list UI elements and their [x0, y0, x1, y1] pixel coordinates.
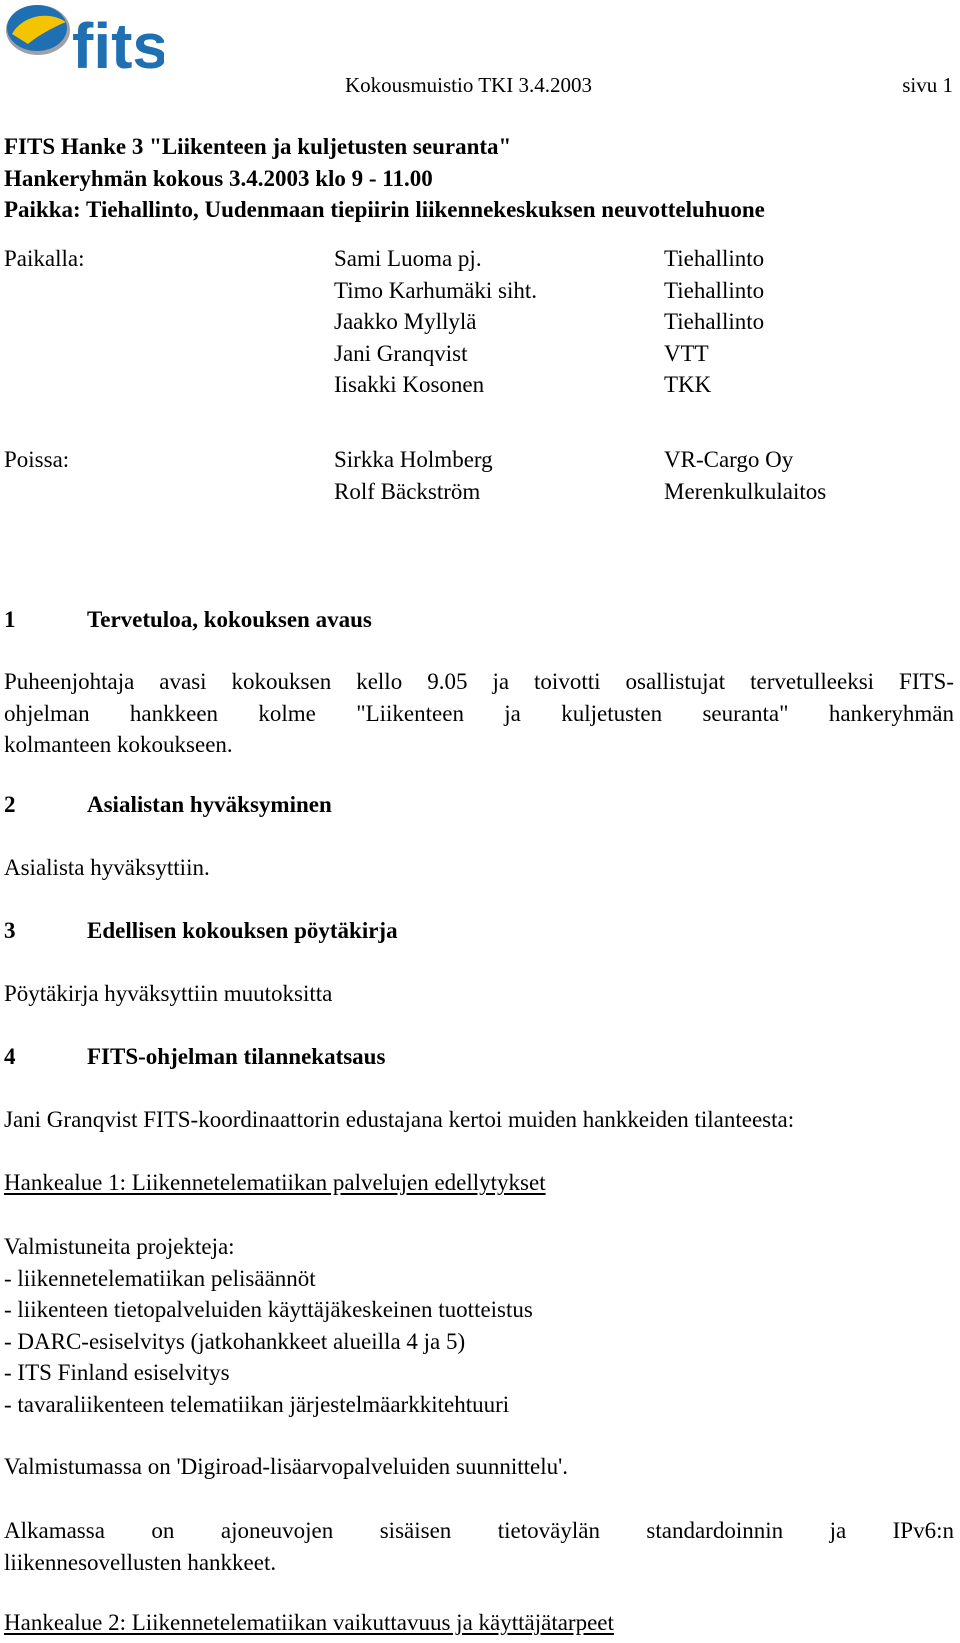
subheading-area-2: Hankealue 2: Liikennetelematiikan vaikuttavuus ja käyttäjätarpeet [4, 1610, 614, 1635]
attendee-org: Tiehallinto [664, 277, 765, 303]
section-number: 1 [4, 607, 16, 632]
absentee-org: Merenkulkulaitos [664, 478, 827, 504]
section-title: Asialistan hyväksyminen [87, 792, 332, 817]
section-title: Edellisen kokouksen pöytäkirja [87, 918, 398, 943]
attendees-absent [4, 445, 954, 508]
fits-logo-graphic [4, 0, 164, 95]
section-number: 2 [4, 792, 16, 817]
subheading-area-1: Hankealue 1: Liikennetelematiikan palvelujen edellytykset [4, 1170, 546, 1195]
attendee-row [4, 307, 954, 339]
meeting-location: Paikka: Tiehallinto, Uudenmaan tiepiirin liikennekeskuksen neuvotteluhuone [4, 197, 765, 222]
section-intro: Jani Granqvist FITS-koordinaattorin edustajana kertoi muiden hankkeiden tilanteesta: [4, 1107, 795, 1132]
meeting-datetime: Hankeryhmän kokous 3.4.2003 klo 9 - 11.00 [4, 165, 433, 191]
completed-projects [4, 1231, 954, 1420]
paragraph-line: liikennesovellusten hankkeet. [4, 1549, 277, 1575]
completed-label: Valmistuneita projekteja: [4, 1234, 235, 1259]
attendee-org: Tiehallinto [664, 246, 765, 271]
absentee-row [4, 477, 954, 509]
list-item: - DARC-esiselvitys (jatkohankkeet alueilla 4 ja 5) [4, 1328, 466, 1354]
section-title: FITS-ohjelman tilannekatsaus [87, 1044, 386, 1069]
attendee-row [4, 370, 954, 402]
attendee-row [4, 276, 954, 308]
section-heading [4, 1042, 954, 1072]
section-heading [4, 605, 954, 635]
attendees-present [4, 244, 954, 402]
absentee-row [4, 445, 954, 477]
absentee-org: VR-Cargo Oy [664, 447, 794, 472]
section-heading [4, 790, 954, 820]
attendee-name: Sami Luoma pj. [334, 246, 482, 271]
section-body: Asialista hyväksyttiin. [4, 855, 210, 880]
page-header [345, 70, 953, 100]
present-label: Paikalla: [4, 246, 85, 271]
paragraph-line: ohjelman hankkeen kolme "Liikenteen ja kuljetusten seuranta" hankeryhmän [4, 700, 954, 726]
attendee-org: TKK [664, 372, 712, 397]
fits-logo [4, 0, 164, 95]
attendee-name: Jani Granqvist [334, 340, 468, 366]
attendee-row [4, 244, 954, 276]
paragraph-line: Alkamassa on ajoneuvojen sisäisen tietoväylän standardoinnin ja IPv6:n [4, 1518, 954, 1543]
list-item: - ITS Finland esiselvitys [4, 1360, 230, 1385]
section-body [4, 666, 954, 761]
section-heading [4, 916, 954, 946]
paragraph-line: Puheenjohtaja avasi kokouksen kello 9.05 ja toivotti osallistujat tervetulleeksi FITS- [4, 669, 954, 694]
attendee-org: VTT [664, 340, 709, 366]
list-item: - liikenteen tietopalveluiden käyttäjäkeskeinen tuotteistus [4, 1297, 533, 1322]
list-item: - tavaraliikenteen telematiikan järjestelmäarkkitehtuuri [4, 1391, 510, 1417]
project-title: FITS Hanke 3 "Liikenteen ja kuljetusten seuranta" [4, 134, 512, 159]
section-body: Pöytäkirja hyväksyttiin muutoksitta [4, 981, 333, 1006]
attendee-org: Tiehallinto [664, 309, 765, 334]
absentee-name: Sirkka Holmberg [334, 447, 493, 472]
in-progress-text: Valmistumassa on 'Digiroad-lisäarvopalveluiden suunnittelu'. [4, 1454, 569, 1479]
section-number: 3 [4, 918, 16, 943]
attendee-row [4, 339, 954, 371]
logo-wordmark: fits [72, 10, 164, 82]
list-item: - liikennetelematiikan pelisäännöt [4, 1265, 316, 1291]
paragraph-line: kolmanteen kokoukseen. [4, 732, 233, 757]
document-title: Kokousmuistio TKI 3.4.2003 [345, 73, 592, 97]
page-number: sivu 1 [902, 73, 953, 97]
attendee-name: Iisakki Kosonen [334, 372, 485, 397]
absentee-name: Rolf Bäckström [334, 478, 481, 504]
section-number: 4 [4, 1044, 16, 1069]
absent-label: Poissa: [4, 447, 70, 472]
attendee-name: Jaakko Myllylä [334, 309, 477, 334]
starting-text [4, 1515, 954, 1578]
attendee-name: Timo Karhumäki siht. [334, 277, 537, 303]
meeting-title-block [4, 131, 954, 226]
section-title: Tervetuloa, kokouksen avaus [87, 607, 372, 632]
